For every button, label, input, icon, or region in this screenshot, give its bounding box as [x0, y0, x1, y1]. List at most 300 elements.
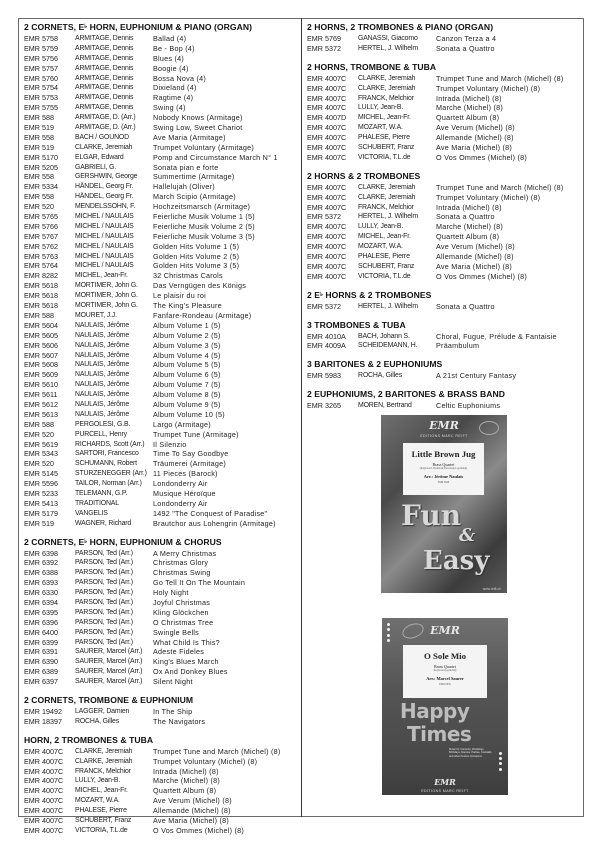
composer: MORTIMER, John G.: [75, 282, 138, 290]
section-title: [307, 388, 582, 401]
work-title: Träumerei (Armitage): [153, 459, 227, 469]
catalog-number: EMR 6330: [24, 588, 58, 598]
catalog-row: [24, 479, 298, 489]
catalog-number: EMR 6397: [24, 677, 58, 687]
composer: NAULAIS, Jérôme: [75, 400, 130, 408]
composer: ARMITAGE, D. (Arr.): [75, 124, 136, 132]
composer: NAULAIS, Jérôme: [75, 381, 130, 389]
catalog-number: EMR 5758: [24, 34, 58, 43]
cover-subtitle: Brass Quartet: [434, 664, 456, 669]
catalog-row: [307, 262, 582, 272]
work-title: Präambulum: [436, 341, 480, 351]
cover-arranger: Arr.: Marcel Saurer: [426, 675, 464, 681]
work-title: Ox And Donkey Blues: [153, 667, 228, 677]
work-title: Hochzeitsmarsch (Armitage): [153, 202, 251, 212]
catalog-number: EMR 18397: [24, 716, 62, 726]
work-title: Ave Maria (Michel) (8): [153, 816, 230, 826]
cover-title-box: [403, 645, 487, 698]
work-title: Le plaisir du roi: [153, 291, 206, 301]
composer: NAULAIS, Jérôme: [75, 351, 130, 359]
catalog-number: EMR 3265: [307, 401, 341, 411]
composer: PURCELL, Henry: [75, 430, 127, 438]
composer: CLARKE, Jeremiah: [75, 143, 133, 151]
catalog-row: [24, 321, 298, 331]
work-title: Dixieland (4): [153, 83, 197, 93]
composer: ROCHA, Gilles: [358, 372, 402, 380]
work-title: Kling Glöckchen: [153, 607, 209, 617]
catalog-number: EMR 5606: [24, 340, 58, 350]
catalog-number: EMR 588: [24, 113, 54, 123]
work-title: Marche (Michel) (8): [153, 776, 221, 786]
work-title: Golden Hits Volume 1 (5): [153, 241, 240, 251]
composer: ARMITAGE, Dennis: [75, 94, 134, 102]
work-title: Hallelujah (Oliver): [153, 182, 215, 192]
catalog-number: EMR 5343: [24, 449, 58, 459]
catalog-row: [24, 647, 298, 657]
catalog-number: EMR 8282: [24, 271, 58, 281]
composer: VANGELIS: [75, 509, 108, 517]
work-title: Trumpet Tune and March (Michel) (8): [436, 73, 564, 83]
work-title: Intrada (Michel) (8): [436, 93, 502, 103]
work-title: Trumpet Tune and March (Michel) (8): [436, 182, 564, 192]
composer: NAULAIS, Jérôme: [75, 371, 130, 379]
catalog-row: [307, 232, 582, 242]
catalog-row: [24, 558, 298, 568]
section-title-text: HORN, EUPHONIUM & CHORUS: [87, 536, 222, 547]
catalog-number: EMR 5170: [24, 152, 58, 162]
catalog-number: EMR 4007C: [307, 93, 347, 103]
composer: PHALESE, Pierre: [75, 807, 127, 815]
catalog-row: [24, 182, 298, 192]
catalog-row: [24, 242, 298, 252]
catalog-number: EMR 4007C: [24, 796, 64, 806]
work-title: Sonata a Quattro: [436, 43, 495, 53]
work-title: Das Verngügen des Königs: [153, 281, 247, 291]
work-title: Ave Maria (Armitage): [153, 132, 226, 142]
catalog-row: [307, 212, 582, 222]
catalog-row: [24, 420, 298, 430]
work-title: Joyful Christmas: [153, 597, 211, 607]
catalog-row: [24, 509, 298, 519]
catalog-number: EMR 6393: [24, 578, 58, 588]
cover-title: Little Brown Jug: [411, 449, 476, 459]
catalog-number: EMR 5756: [24, 53, 58, 63]
work-title: Feierliche Musik Volume 3 (5): [153, 231, 255, 241]
catalog-row: [24, 281, 298, 291]
work-title: Choral, Fugue, Prélude & Fantaisie: [436, 331, 557, 341]
catalog-number: EMR 6392: [24, 558, 58, 568]
composer: SCHUBERT, Franz: [75, 817, 132, 825]
work-title: Allemande (Michel) (8): [153, 806, 231, 816]
work-title: O Vos Ommes (Michel) (8): [153, 825, 245, 835]
catalog-number: EMR 4007C: [307, 123, 347, 133]
composer: ARMITAGE, Dennis: [75, 54, 134, 62]
composer: GANASSI, Giacomo: [358, 35, 418, 42]
composer: NAULAIS, Jérôme: [75, 341, 130, 349]
catalog-number: EMR 6394: [24, 597, 58, 607]
catalog-section: [307, 61, 582, 163]
section-title: [307, 289, 582, 302]
catalog-row: [24, 469, 298, 479]
series-word: &: [459, 525, 476, 546]
catalog-number: EMR 4007D: [307, 113, 347, 123]
catalog-row: [307, 183, 582, 193]
composer: LULLY, Jean-B.: [358, 223, 404, 231]
catalog-number: EMR 4007C: [24, 825, 64, 835]
dots-decoration-icon: [499, 752, 503, 773]
flat-sign-icon: ♭: [84, 538, 88, 545]
work-title: Intrada (Michel) (8): [153, 766, 219, 776]
catalog-number: EMR 558: [24, 132, 54, 142]
catalog-section: [307, 358, 582, 381]
composer: ROCHA, Gilles: [75, 717, 119, 725]
work-title: In The Ship: [153, 707, 193, 716]
right-column: [307, 21, 582, 418]
catalog-number: EMR 6400: [24, 627, 58, 637]
work-title: Ave Verum (Michel) (8): [436, 123, 515, 133]
composer: MICHEL / NAULAIS: [75, 242, 134, 250]
catalog-row: [307, 74, 582, 84]
composer: NAULAIS, Jérôme: [75, 321, 130, 329]
composer: PARSON, Ted (Arr.): [75, 559, 133, 567]
composer: TRADITIONAL: [75, 499, 119, 507]
series-word: Happy: [400, 699, 470, 723]
catalog-number: EMR 4009A: [307, 341, 346, 351]
catalog-number: EMR 558: [24, 192, 54, 202]
composer: ARMITAGE, Dennis: [75, 104, 134, 112]
work-title: Trumpet Tune (Armitage): [153, 429, 239, 439]
work-title: Bossa Nova (4): [153, 73, 207, 83]
catalog-number: EMR 520: [24, 459, 54, 469]
catalog-row: [24, 311, 298, 321]
work-title: 1492 "The Conquest of Paradise": [153, 508, 268, 518]
catalog-number: EMR 4010A: [307, 331, 346, 341]
catalog-row: [24, 400, 298, 410]
catalog-section: [307, 170, 582, 282]
composer: PARSON, Ted (Arr.): [75, 549, 133, 557]
work-title: The Navigators: [153, 716, 206, 726]
catalog-number: EMR 5604: [24, 320, 58, 330]
composer: PERGOLESI, G.B.: [75, 420, 131, 428]
composer: NAULAIS, Jérôme: [75, 361, 130, 369]
composer: TELEMANN, G.P.: [75, 489, 128, 497]
catalog-number: EMR 5145: [24, 469, 58, 479]
catalog-row: [24, 252, 298, 262]
series-word: Fun: [401, 499, 462, 532]
catalog-number: EMR 5372: [307, 212, 341, 222]
work-title: Christmas Glory: [153, 558, 209, 568]
work-title: Go Tell It On The Mountain: [153, 578, 246, 588]
composer: SAURER, Marcel (Arr.): [75, 668, 143, 676]
work-title: Album Volume 10 (5): [153, 409, 225, 419]
catalog-row: [24, 192, 298, 202]
catalog-row: [24, 440, 298, 450]
catalog-number: EMR 5765: [24, 212, 58, 222]
catalog-number: EMR 4007C: [307, 242, 347, 252]
catalog-row: [307, 371, 582, 381]
section-title-text: 2 CORNETS, E: [24, 536, 85, 547]
work-title: Ave Verum (Michel) (8): [436, 242, 515, 252]
catalog-row: [24, 291, 298, 301]
composer: CLARKE, Jeremiah: [358, 74, 416, 82]
catalog-number: EMR 6395: [24, 607, 58, 617]
work-title: A Merry Christmas: [153, 548, 217, 558]
work-title: Album Volume 1 (5): [153, 320, 221, 330]
section-title: [24, 694, 298, 707]
work-title: Album Volume 4 (5): [153, 350, 221, 360]
composer: ARMITAGE, Dennis: [75, 84, 134, 92]
catalog-row: [24, 628, 298, 638]
catalog-row: [24, 172, 298, 182]
composer: GABRIELI, G.: [75, 163, 117, 171]
composer: VICTORIA, T.L.de: [75, 826, 128, 834]
catalog-row: [24, 747, 298, 757]
work-title: Album Volume 2 (5): [153, 330, 221, 340]
catalog-row: [24, 717, 298, 727]
catalog-row: [24, 410, 298, 420]
composer: PARSON, Ted (Arr.): [75, 598, 133, 606]
catalog-row: [24, 519, 298, 529]
section-title-text: 3 BARITONES & 2 EUPHONIUMS: [307, 359, 443, 370]
section-title-text: 2 CORNETS, E: [24, 22, 85, 32]
catalog-number: EMR 4007C: [307, 192, 347, 202]
cover-instrumentation: (Keyboard, Drums & Percussion optional): [419, 467, 468, 470]
catalog-number: EMR 5612: [24, 399, 58, 409]
work-title: March Scipio (Armitage): [153, 192, 236, 202]
catalog-row: [307, 341, 582, 351]
section-title-text: HORN, 2 TROMBONES & TUBA: [24, 734, 154, 745]
catalog-number: EMR 4007C: [307, 182, 347, 192]
catalog-row: [24, 54, 298, 64]
composer: SAURER, Marcel (Arr.): [75, 658, 143, 666]
composer: HÄNDEL, Georg Fr.: [75, 193, 134, 201]
work-title: Holy Night: [153, 588, 189, 598]
catalog-row: [307, 123, 582, 133]
catalog-number: EMR 5762: [24, 241, 58, 251]
work-title: Golden Hits Volume 3 (5): [153, 261, 240, 271]
section-title-text: 2 CORNETS, TROMBONE & EUPHONIUM: [24, 695, 194, 705]
catalog-row: [307, 34, 582, 44]
composer: SCHUMANN, Robert: [75, 460, 137, 468]
work-title: Album Volume 6 (5): [153, 370, 221, 380]
cover-little-brown-jug: [381, 415, 507, 593]
work-title: Marche (Michel) (8): [436, 222, 504, 232]
work-title: Fanfare-Rondeau (Armitage): [153, 310, 252, 320]
composer: SARTORI, Francesco: [75, 450, 139, 458]
catalog-row: [24, 608, 298, 618]
work-title: Largo (Armitage): [153, 419, 211, 429]
cover-blurb: Music for Concerts, Weddings, Birthdays, Dances, Parties, Cocktails and other Festive Occasions: [449, 748, 492, 758]
composer: HERTEL, J. Wilhelm: [358, 213, 418, 221]
catalog-number: EMR 558: [24, 172, 54, 182]
left-column: [24, 21, 298, 843]
catalog-number: EMR 4007C: [307, 133, 347, 143]
catalog-number: EMR 5413: [24, 498, 58, 508]
catalog-number: EMR 4007C: [24, 806, 64, 816]
work-title: 32 Christmas Carols: [153, 271, 223, 281]
catalog-number: EMR 5618: [24, 281, 58, 291]
catalog-number: EMR 4007C: [24, 746, 64, 756]
emr-logo-bottom: EMR: [434, 777, 456, 787]
catalog-row: [24, 143, 298, 153]
catalog-number: EMR 6396: [24, 617, 58, 627]
catalog-number: EMR 5607: [24, 350, 58, 360]
composer: SAURER, Marcel (Arr.): [75, 678, 143, 686]
section-title: [307, 61, 582, 74]
composer: MOZART, W.A.: [75, 797, 120, 805]
composer: WAGNER, Richard: [75, 519, 132, 527]
composer: MOZART, W.A.: [358, 243, 403, 251]
catalog-row: [24, 202, 298, 212]
catalog-row: [24, 103, 298, 113]
work-title: Ave Maria (Michel) (8): [436, 261, 513, 271]
work-title: Trumpet Voluntary (Michel) (8): [436, 83, 541, 93]
flat-sign-icon: ♭: [84, 24, 88, 30]
work-title: Sonata a Quattro: [436, 212, 495, 222]
composer: STURZENEGGER (Arr.): [75, 470, 147, 478]
catalog-row: [24, 341, 298, 351]
column-divider: [301, 18, 302, 817]
work-title: Adeste Fideles: [153, 647, 205, 657]
catalog-row: [24, 93, 298, 103]
catalog-number: EMR 4007C: [307, 261, 347, 271]
catalog-row: [24, 677, 298, 687]
catalog-row: [24, 123, 298, 133]
catalog-number: EMR 4007C: [307, 152, 347, 162]
composer: MOZART, W.A.: [358, 124, 403, 132]
catalog-row: [24, 380, 298, 390]
composer: CLARKE, Jeremiah: [75, 747, 133, 755]
catalog-number: EMR 5611: [24, 390, 58, 400]
catalog-number: EMR 520: [24, 429, 54, 439]
catalog-row: [24, 776, 298, 786]
catalog-row: [307, 222, 582, 232]
composer: MICHEL / NAULAIS: [75, 232, 134, 240]
catalog-row: [24, 212, 298, 222]
catalog-row: [24, 796, 298, 806]
work-title: Pomp and Circumstance March N° 1: [153, 152, 278, 162]
catalog-section: [307, 289, 582, 312]
composer: SCHUBERT, Franz: [358, 262, 415, 270]
composer: ARMITAGE, Dennis: [75, 64, 134, 72]
catalog-row: [24, 806, 298, 816]
catalog-number: EMR 5618: [24, 291, 58, 301]
composer: LULLY, Jean-B.: [75, 777, 121, 785]
composer: NAULAIS, Jérôme: [75, 391, 130, 399]
catalog-number: EMR 4007C: [24, 786, 64, 796]
catalog-row: [307, 133, 582, 143]
catalog-number: EMR 5613: [24, 409, 58, 419]
work-title: Londonderry Air: [153, 479, 208, 489]
catalog-row: [24, 707, 298, 717]
catalog-section: [307, 21, 582, 54]
work-title: Trumpet Voluntary (Armitage): [153, 142, 255, 152]
catalog-number: EMR 6399: [24, 637, 58, 647]
composer: PARSON, Ted (Arr.): [75, 618, 133, 626]
publisher-name: EDITIONS MARC REIFT: [421, 788, 469, 793]
catalog-row: [24, 351, 298, 361]
catalog-row: [24, 34, 298, 44]
catalog-row: [307, 252, 582, 262]
work-title: Quartett Album (8): [436, 113, 500, 123]
composer: SCHEIDEMANN, H.: [358, 342, 418, 350]
catalog-row: [24, 153, 298, 163]
cover-title: O Sole Mio: [423, 651, 467, 661]
work-title: Swing (4): [153, 103, 186, 113]
catalog-number: EMR 5760: [24, 73, 58, 83]
catalog-row: [24, 667, 298, 677]
work-title: Feierliche Musik Volume 2 (5): [153, 221, 255, 231]
catalog-row: [307, 242, 582, 252]
work-title: Ave Maria (Michel) (8): [436, 143, 513, 153]
work-title: Ballad (4): [153, 34, 187, 43]
section-title: [24, 21, 298, 34]
work-title: Blues (4): [153, 53, 185, 63]
catalog-row: [24, 64, 298, 74]
composer: ARMITAGE, D. (Arr.): [75, 114, 136, 122]
work-title: Boogie (4): [153, 63, 189, 73]
work-title: Golden Hits Volume 2 (5): [153, 251, 240, 261]
composer: MICHEL, Jean-Fr.: [358, 114, 411, 122]
catalog-row: [24, 261, 298, 271]
section-title: [24, 734, 298, 747]
work-title: Brautchor aus Lohengrin (Armitage): [153, 518, 276, 528]
work-title: King's Blues March: [153, 657, 219, 667]
composer: MOURET, J.J.: [75, 311, 117, 319]
catalog-number: EMR 5372: [307, 301, 341, 311]
catalog-number: EMR 6391: [24, 647, 58, 657]
catalog-number: EMR 5605: [24, 330, 58, 340]
work-title: O Vos Ommes (Michel) (8): [436, 152, 528, 162]
work-title: Summertime (Armitage): [153, 172, 235, 182]
series-word: Times: [407, 722, 472, 746]
catalog-row: [307, 44, 582, 54]
catalog-number: EMR 5983: [307, 371, 341, 381]
catalog-row: [24, 232, 298, 242]
composer: PARSON, Ted (Arr.): [75, 579, 133, 587]
composer: VICTORIA, T.L.de: [358, 153, 411, 161]
work-title: Ragtime (4): [153, 93, 194, 103]
work-title: Il Silenzio: [153, 439, 187, 449]
catalog-row: [24, 360, 298, 370]
catalog-row: [24, 133, 298, 143]
cover-website: www.reift.ch: [482, 587, 501, 591]
catalog-row: [24, 757, 298, 767]
catalog-section: [24, 536, 298, 687]
composer: PARSON, Ted (Arr.): [75, 569, 133, 577]
emr-logo: EMR: [429, 419, 459, 432]
work-title: Christmas Swing: [153, 568, 211, 578]
catalog-number: EMR 520: [24, 202, 54, 212]
work-title: What Child Is This?: [153, 637, 220, 647]
catalog-number: EMR 5769: [307, 34, 341, 43]
catalog-number: EMR 4007C: [307, 271, 347, 281]
catalog-number: EMR 5759: [24, 43, 58, 53]
catalog-row: [307, 332, 582, 342]
work-title: Londonderry Air: [153, 498, 208, 508]
section-title-text: 2 EUPHONIUMS, 2 BARITONES & BRASS BAND: [307, 389, 505, 400]
cover-o-sole-mio: [382, 618, 508, 795]
work-title: Trumpet Tune and March (Michel) (8): [153, 746, 281, 756]
work-title: Album Volume 7 (5): [153, 380, 221, 390]
catalog-number: EMR 4007C: [307, 202, 347, 212]
composer: HÄNDEL, Georg Fr.: [75, 183, 134, 191]
catalog-row: [24, 430, 298, 440]
catalog-number: EMR 5753: [24, 93, 58, 103]
work-title: Intrada (Michel) (8): [436, 202, 502, 212]
series-word: Easy: [423, 546, 490, 576]
section-title: [307, 358, 582, 371]
